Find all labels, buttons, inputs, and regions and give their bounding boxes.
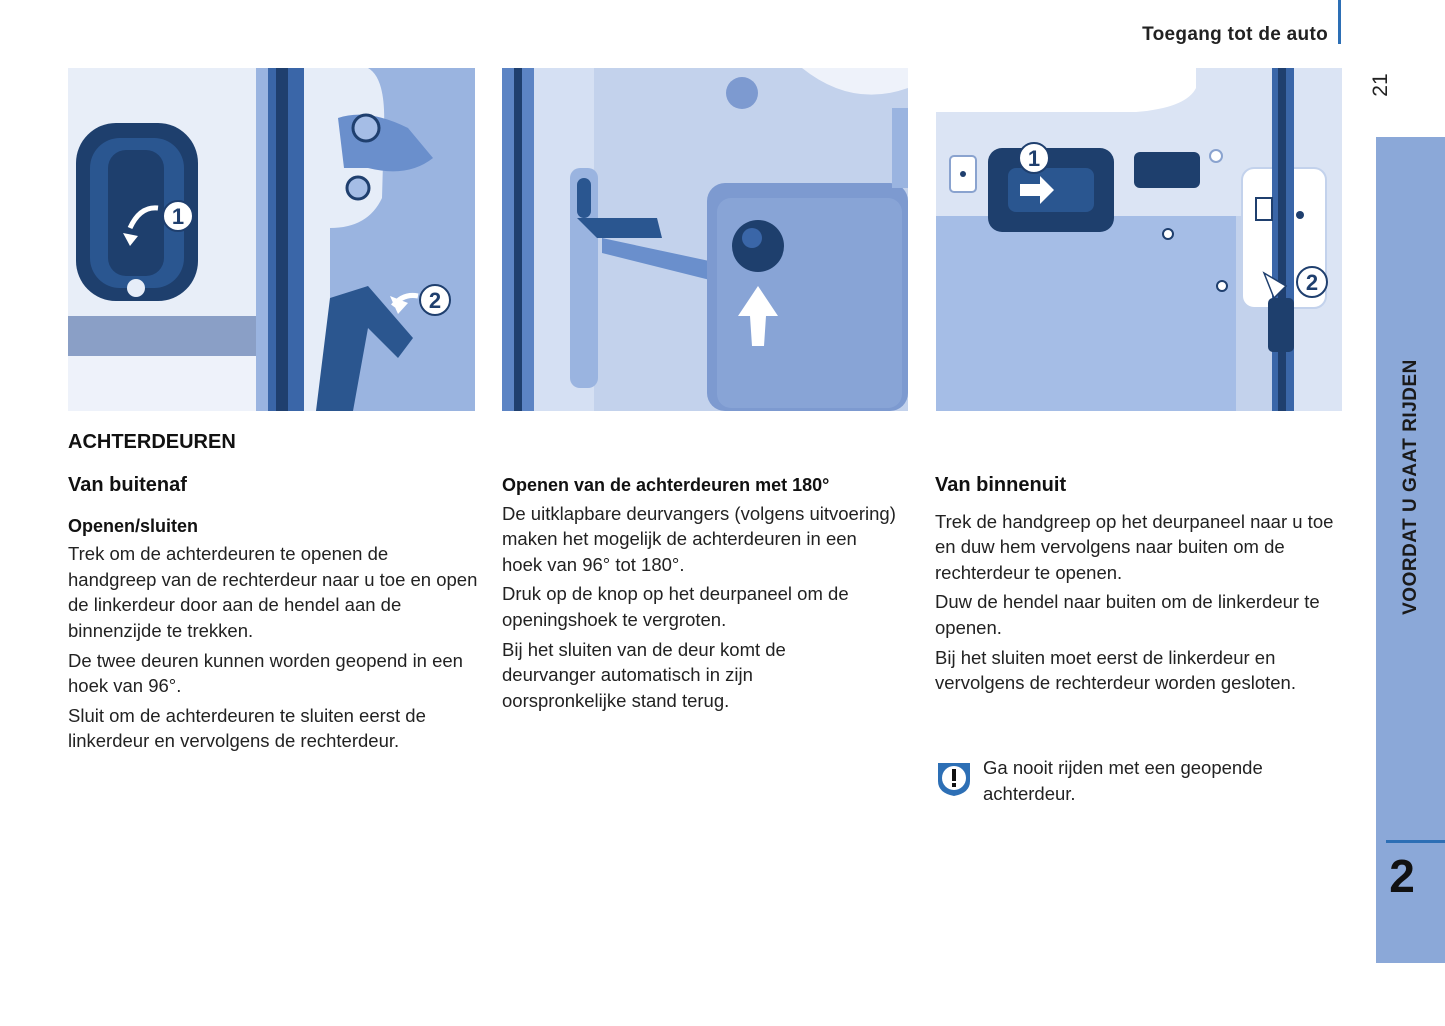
illustration-door-stop-button [502, 68, 908, 411]
subtitle-outside: Van buitenaf [68, 474, 187, 496]
illustration-inside-handle [936, 68, 1342, 411]
paragraph: Trek de handgreep op het deurpaneel naar u toe en duw hem vervolgens naar buiten om de rechterdeur te openen. [935, 510, 1334, 583]
paragraph: Trek om de achterdeuren te openen de handgreep van de rechterdeur naar u toe en open de linkerdeur door aan de hendel aan de binnenzijde te trekken. [68, 543, 478, 641]
chapter-title: VOORDAT U GAAT RIJDEN [1400, 359, 1421, 615]
middle-column [502, 473, 902, 717]
paragraph: Bij het sluiten van de deur komt de deurvanger automatisch in zijn oorspronkelijke stand terug. [502, 638, 786, 711]
chapter-tab [1376, 137, 1445, 963]
paragraph: Druk op de knop op het deurpaneel om de openingshoek te vergroten. [502, 583, 849, 630]
warning-text: Ga nooit rijden met een geopende achterdeur. [983, 757, 1263, 804]
header-rule [1338, 0, 1341, 44]
warning-icon [935, 757, 973, 797]
section-title: ACHTERDEUREN [68, 431, 236, 453]
page-number: 21 [1369, 73, 1392, 97]
callout-1: 1 [171, 204, 185, 229]
paragraph: De uitklapbare deurvangers (volgens uitvoering) maken het mogelijk de achterdeuren in een hoek van 96° tot 180°. [502, 502, 896, 575]
right-column [935, 473, 1347, 700]
left-column [68, 473, 478, 758]
running-header: Toegang tot de auto [1142, 24, 1328, 45]
paragraph: Duw de hendel naar buiten om de linkerdeur te openen. [935, 591, 1320, 638]
paragraph: De twee deuren kunnen worden geopend in een hoek van 96°. [68, 649, 463, 697]
heading-180-degrees: Openen van de achterdeuren met 180° [502, 475, 830, 495]
paragraph: Bij het sluiten moet eerst de linkerdeur en vervolgens de rechterdeur worden gesloten. [935, 646, 1296, 694]
callout-1: 1 [1027, 146, 1041, 171]
callout-2: 2 [1305, 270, 1319, 295]
tab-rule [1386, 840, 1445, 843]
heading-open-close: Openen/sluiten [68, 515, 199, 536]
subtitle-inside: Van binnenuit [935, 474, 1067, 496]
callout-2: 2 [428, 288, 442, 313]
paragraph: Sluit om de achterdeuren te sluiten eerst de linkerdeur en vervolgens de rechterdeur. [68, 704, 426, 752]
illustration-outside-handle [68, 68, 475, 411]
chapter-number: 2 [1389, 850, 1415, 902]
